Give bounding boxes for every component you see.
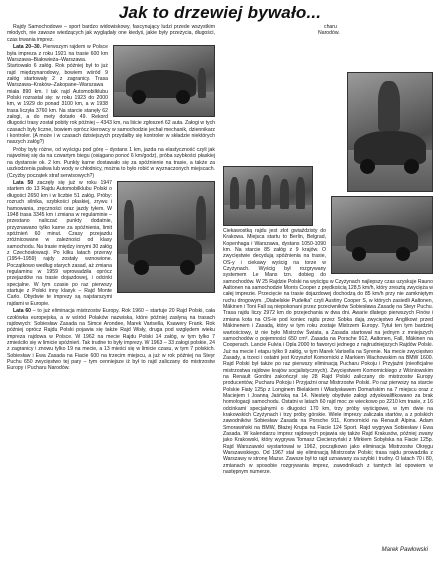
paragraph-text: – to już eliminacja mistrzostw Europy. Rok 1960 – startuje 20 Rajd Polski, cała czołówka europejska, a w wśród Polaków nazwiska, które później zasłyną na trasach rajdowych: Sobiesław Zasada na Simce Arondee, Marek Varisella, Ksawery Frank. Rok później oprócz Rajdu Polski pojawia się także Rajd Wisły, druga pod względem wieku impreza rajdowa w Polsce. W 1962 na mecie Rajdu Polski 14 załóg, w tym tylko 7 zmieściło się w limicie spóźnień. Tak trudne to były imprezy. W 1963 – 33 załogi polskie, 24 z zagranicy i znowu tylko 19 na mecie, a 13 mieści się w limicie czasu, w tym 7 polskich. Sobiesław i Ewa Zasada na Fiacie 600 na trzecim miejscu, a już w rok później na Steyr Puchu 650 zwycięstwo tej pary – tym cenniejsze iż był to rajd zaliczany do mistrzostw Europy i Pucharu Narodów. xyxy=(7,308,215,372)
left-paragraph-5 xyxy=(7,308,215,371)
photo-crowd-at-rally xyxy=(223,166,313,226)
photo-rally-driver-car xyxy=(347,72,433,192)
paragraph-text: charu Narodów. Ciekawostką rajdu jest złot gwiaździsty do Krakowa. Miejsca startu to Berlin, Belgrad, Kopenhaga i Warszawa, dystans 1050-1090 km. Na starcie 85 załóg z 9 krajów. O zwycięstwie decydują spóźnienia na trasie, OS-y i ciekawy wyścig na torze w Czyżynach. Wyścig był rozgrywany systemem Le Mans tzn. dobieg do samochodów. W 25 Rajdzie Polski na wyścigu w Czyżynach najlepszy czas uzyskuje Rauno Aaltonen na samochodzie Morris Cooper z prędkością 128,5 km/h, który zresztą zwycięża w całej imprezie. Przecięcie na trasie dojazdowej dochodzą do 85 km/h przy nie zamkniętym ruchu drogowym. „Diabelskie Pudełka” czyli Austiny Cooper S, w których zasiedli Aaltonen, Mäkinen i Toni Fall są niepokonani przez przeciwników Sobiesława Zasadę na Steyr Puchu. Trasa rajdu liczy 2972 km do przejechania w dwa dni. Awarie dlatego pierwszych Finów i zmiana kota na OS-ie pod koniec rajdu przez Sobka dają zwycięstwo Anglikowi przed Mäkinenem i Zasadą, który w tym roku zostaje Mistrzem Europy. Tytuł ten tym bardziej wartościowy, iż nie było Mistrzów Świata, a Zasada startował na jednym z mniejszych samochodów o pojemności 650 cm³. Zasada na Porsche 912, Aaltonen, Fall, Mäkinen na Cooperach. Lancie Fulvia i Opla 2000 to faworyci jednego z najtrudniejszych Rajdów Polski. Już na mecie I etapu tylko 9 załóg, w tym Marek Varisella na Syrenie. Na mecie zwycięstwo Zasady, a trzeci i ostatni jest Krzysztof Komornicki z Markiem Wachowskim na BMW 1600. Rajd Polski był także po raz pierwszy eliminacją Pucharu Pokoju i Przyjaźni (nieoficjalne mistrzostwa rajdowe krajów socjalistycznych). Zwycięstwem Komornickiego z Wiśniowskim na Renault Gordini zakończył się 28 Rajd Polski zaliczany do mistrzostw Europy producentów, Pucharu Pokoju i Przyjaźni oraz Mistrzostw Polski. Po raz pierwszy na starcie Polskie Fiaty 125p z Longinem Bielakiem i Władysławem Domańskim na 7 miejscu oraz z Maciejem i Joanną Jaśńską na 14. Niestety obydwie załogi zdyskwalifikowano za brak homologacji samochodu. Ostatni w latach 60 rajd moc ze wieckowo po 2210 km trasie, z 16 odcinkami specjalnymi o długości 170 km, trzy próby wyścigowe, w tym dwie na krakowskich Czyżynach i trzy próby górskie. Wiele imprezy zaliczała startów, a z polskich zawodników Sobiesław Zasada na Porsche 911, Komornicki na Renault Alpina. Adam Smorawiński na BMW, Błażej Krupa na Fiacie 124 Sport. Rajd wygrywa Sobiesław i Ewa Zasada. W kalendarzu imprez rajdowych pojawia się także Rajd Krakusów, później zwany jako Krakowski, który wygrywa Tomasz Ciecierzyński z Mirkiem Sobyłska na Fiacie 125p. Rajd Warszawski wystartował w 1962, początkowo jako eliminacja Mistrzostw Okręgu Warszawskiego. Od 1967 stał się eliminacją Mistrzostw Polski; trasa rajdu prowadziła z Warszawy w stronę Mazur. Zawsze był to rajd uznawany za szybki i trudny. O latach 70 i 80, zmianach w sposobie rozgrywania imprez, zawodnikach z tamtych lat opowiem w następnym numerze. xyxy=(223,24,434,476)
left-paragraph-1 xyxy=(7,24,215,43)
author-signature: Marek Pawłowski xyxy=(381,547,428,553)
paragraph-text: zaczęły się już w roku 1947 startem do 13 Rajdu Automobilklubu Polski o długości 2650 km i w liczbie 51 załóg. Próby: rozruch silnika, szybkości płaskiej, zrywu i hamowania, zręczności oraz jazdy tyłem. W 1948 trasa 3345 km i zmiana w regulaminie – przestano naliczać punkty dodatnie, przyznawano tylko karne za spóźnienia, limit spóźnień 60 minut. Czasy przejazdu zróżnicowane w zależności od klasy samochodu. Na trasie między innymi 30 załóg z Czechosłowacji. Po kilku latach przerwy (1954–1959) rajdy zostały wznowione. Początkowo według starych zasad, aż zmiana regulaminu w 1959 wprowadziła oprócz przejazdów na trasie dojazdowej, i odcinki specjalne. W tym czasie po raz pierwszy startuje z Polski inny klasyk – Rajd Monte Carlo. Obydwie te imprezy są najstarszymi rajdami w Europie. xyxy=(7,180,112,307)
right-column xyxy=(223,24,433,477)
photo-rally-car-crowd xyxy=(117,181,215,293)
left-paragraph-3 xyxy=(7,147,215,179)
photo-vintage-car-race xyxy=(113,45,215,117)
paragraph-text: Próby były różne, od wyścigu pod górę – dystans 1 km, jazda na elastyczność czyli jak najwolniej się da na czwartym biegu (osiągano ponoć 6 km/godz), próba szybkości płaskiej na dystansie ok. 2 km. Punkty karne dostawało się za spóźnienie na trasie, a także za uszkodzenia paliwa lub wody w chłodnicy, można to było robić w wyznaczonych miejscach. (Czyżby początek straf serwisowych?) xyxy=(7,147,215,179)
paragraph-text: Pierwszym rajdem w Polsce była impreza z roku 1921 na trasie 600 km Warszawa–Białowieża–Warszawa. Startowało 6 załóg. Rok później był to już rajd międzynarodowy, bowiem wśród 9 załóg startowały 2 z zagranicy. Trasa Warszawa–Kraków–Zakopane–Warszawa miała 890 km. I tak rajd Automobilklubu Polski rozrastał się: w roku 1923 do 2000 km, w 1929 do ponad 3100 km, a w 1938 trasa liczyła 3760 km. Na starcie stanęły 62 załogi, a do mety dotarło 49. Rekord długości trasy został pobity rok później – 4343 km, na liście zgłoszeń 62 auta. Załogi w tych czasach były liczne, bowiem oprócz kierowcy w samochodzie jechał mechanik, dziennikarz i kontroler. (A może i w czasach dzisiejszych przydałby się kontroler w składzie niektórych naszych załóg?) xyxy=(7,44,215,146)
photo-rally-car-road xyxy=(331,196,433,274)
left-column xyxy=(7,24,215,373)
paragraph-text: Rajdy Samochodowe – sport bardzo widowiskowy, fascynujący ludzi przede wszystkim młodych, nie zawsze wiedzących jak wyglądały one kiedyś, jakie były przeżycia, długości, czas trwania imprez. xyxy=(7,24,215,43)
section-lead: Lata 60 xyxy=(13,308,32,315)
section-lead: Lata 20–30. xyxy=(13,44,42,51)
article-title: Jak to drzewiej bywało... xyxy=(118,3,322,22)
section-lead: Lata 50 xyxy=(13,180,34,187)
